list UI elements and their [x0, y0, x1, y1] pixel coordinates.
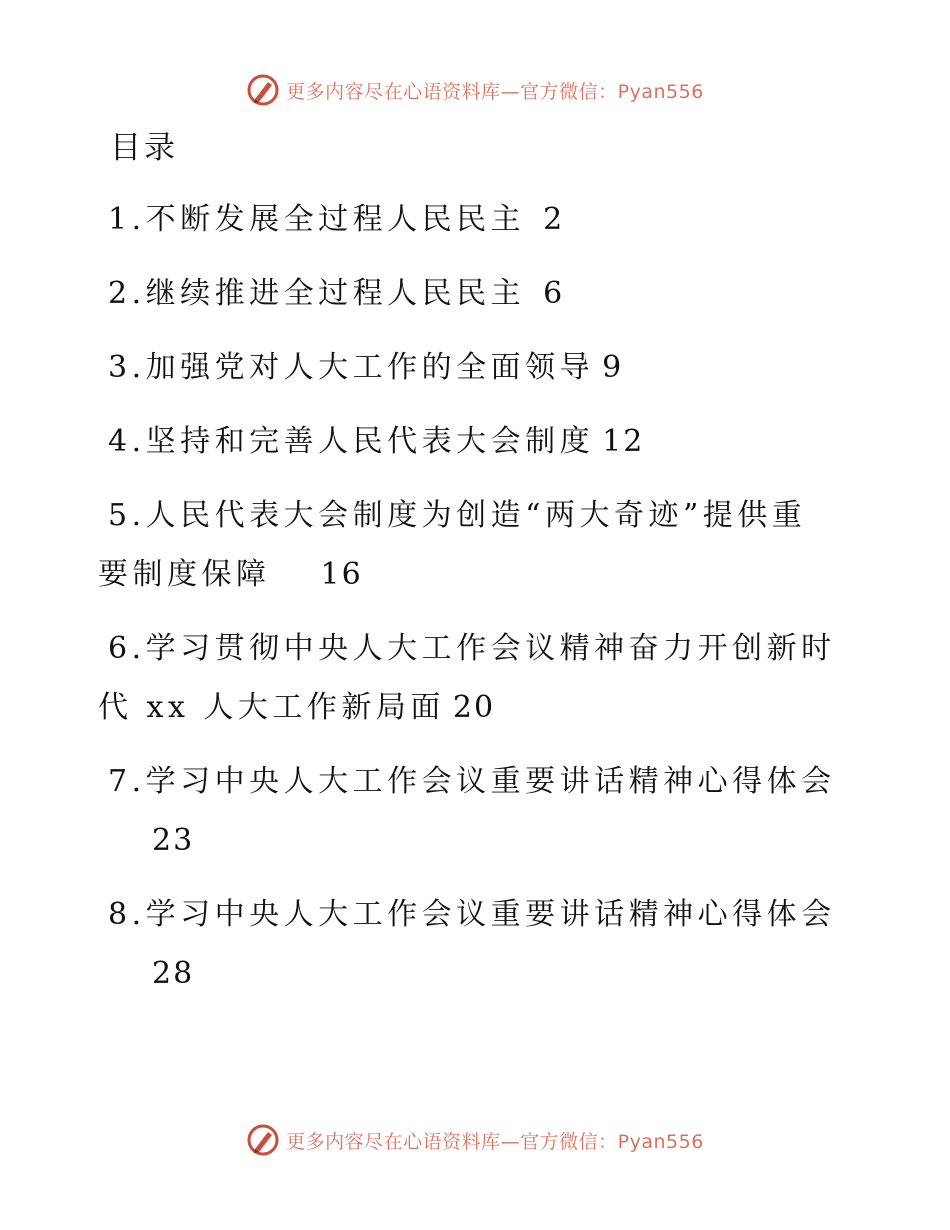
toc-item-page: 6: [543, 276, 565, 311]
toc-heading: 目录: [110, 130, 178, 166]
toc-item-6: [108, 631, 836, 666]
toc-item-7: [108, 764, 836, 799]
toc-item-title: 1.不断发展全过程人民民主: [108, 202, 526, 237]
toc-item-page: 16: [320, 557, 363, 592]
toc-item-page: 23: [152, 823, 195, 858]
toc-item-8-page-line: [152, 956, 195, 991]
toc-item-title: 2.继续推进全过程人民民主: [108, 276, 526, 311]
toc-item-title: 3.加强党对人大工作的全面领导: [108, 350, 595, 385]
toc-item-title: 6.学习贯彻中央人大工作会议精神奋力开创新时: [108, 631, 836, 666]
toc-item-page: 20: [452, 690, 496, 725]
toc-item-page: 28: [152, 956, 195, 991]
watermark-text: 更多内容尽在心语资料库—官方微信：Pyan556: [286, 1130, 704, 1153]
toc-item-5: [108, 498, 807, 533]
toc-item-2: [108, 276, 565, 311]
toc-item-page: 2: [543, 202, 565, 237]
toc-item-7-page-line: [152, 823, 195, 858]
header-watermark: [0, 70, 950, 110]
toc-item-6-continued: [98, 690, 496, 725]
toc-item-3: [108, 350, 624, 385]
toc-item-title-continued: 要制度保障: [98, 557, 271, 592]
toc-item-title-continued: 代 xx 人大工作新局面: [98, 690, 445, 725]
pen-circle-logo-icon: [246, 1123, 280, 1157]
toc-item-page: 12: [602, 424, 645, 459]
pen-circle-logo-icon: [246, 73, 280, 107]
toc-item-title: 8.学习中央人大工作会议重要讲话精神心得体会: [108, 897, 836, 932]
toc-item-title: 4.坚持和完善人民代表大会制度: [108, 424, 595, 459]
footer-watermark: [0, 1120, 950, 1160]
toc-item-5-continued: [98, 557, 363, 592]
toc-item-4: [108, 424, 645, 459]
toc-item-title: 5.人民代表大会制度为创造“两大奇迹”提供重: [108, 498, 807, 533]
toc-item-1: [108, 202, 565, 237]
toc-item-page: 9: [602, 350, 624, 385]
toc-item-title: 7.学习中央人大工作会议重要讲话精神心得体会: [108, 764, 836, 799]
watermark-text: 更多内容尽在心语资料库—官方微信：Pyan556: [286, 80, 704, 103]
toc-item-8: [108, 897, 836, 932]
